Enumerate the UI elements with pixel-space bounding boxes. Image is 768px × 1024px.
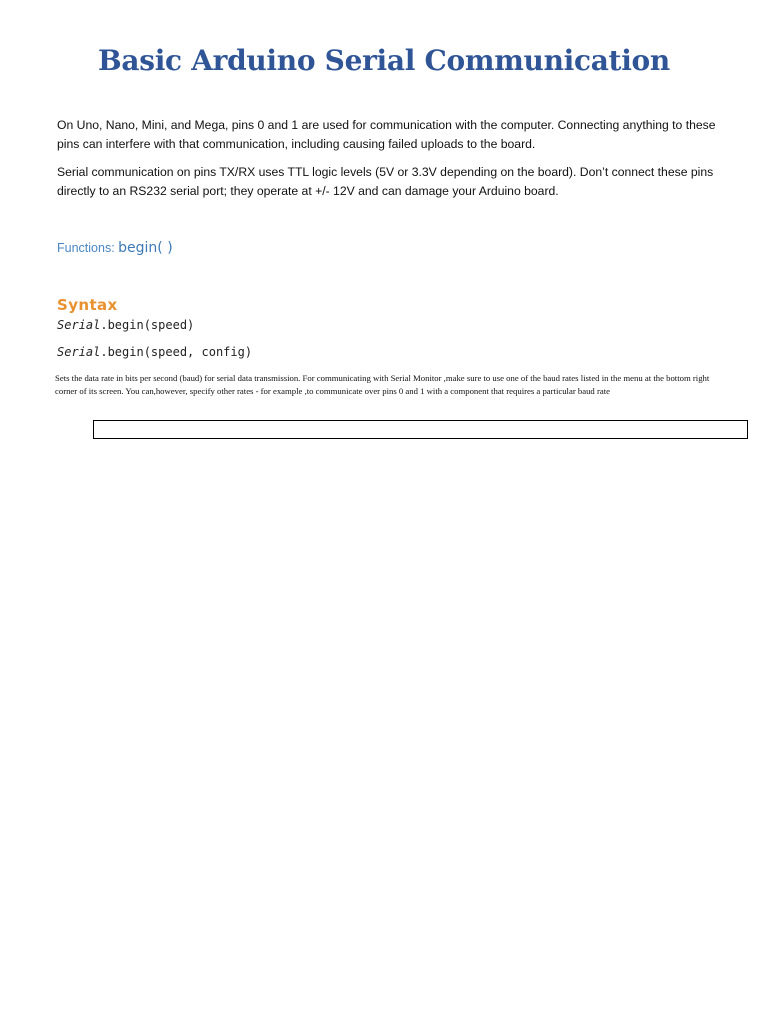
syntax-line [57,318,194,332]
begin-description: Sets the data rate in bits per second (baud) for serial data transmission. For communicating with Serial Monitor ,make sure to use one of the baud rates listed in the menu at the bottom right corner of its screen. You can,however, specify other rates - for example ,to communicate over pins 0 and 1 with a component that requires a particular baud rate [55,373,710,396]
functions-label: Functions: [57,241,115,255]
functions-line [57,240,173,256]
syntax-heading: Syntax [57,296,118,314]
syntax-call: .begin(speed) [100,318,195,332]
syntax-object: Serial [57,318,101,332]
syntax-object: Serial [57,345,101,359]
empty-text-box [93,420,748,439]
function-name: begin( ) [118,240,173,256]
page-title: Basic Arduino Serial Communication [98,44,670,77]
intro-paragraph: On Uno, Nano, Mini, and Mega, pins 0 and 1 are used for communication with the computer. Connecting anything to these pins can interfere with that communication, including causing failed uploads to the board. [57,118,716,151]
syntax-line [57,345,252,359]
ttl-warning-paragraph: Serial communication on pins TX/RX uses TTL logic levels (5V or 3.3V depending on the board). Don’t connect these pins directly to an RS232 serial port; they operate at +/- 12V and can damage your Arduino board. [57,165,714,198]
syntax-call: .begin(speed, config) [100,345,253,359]
